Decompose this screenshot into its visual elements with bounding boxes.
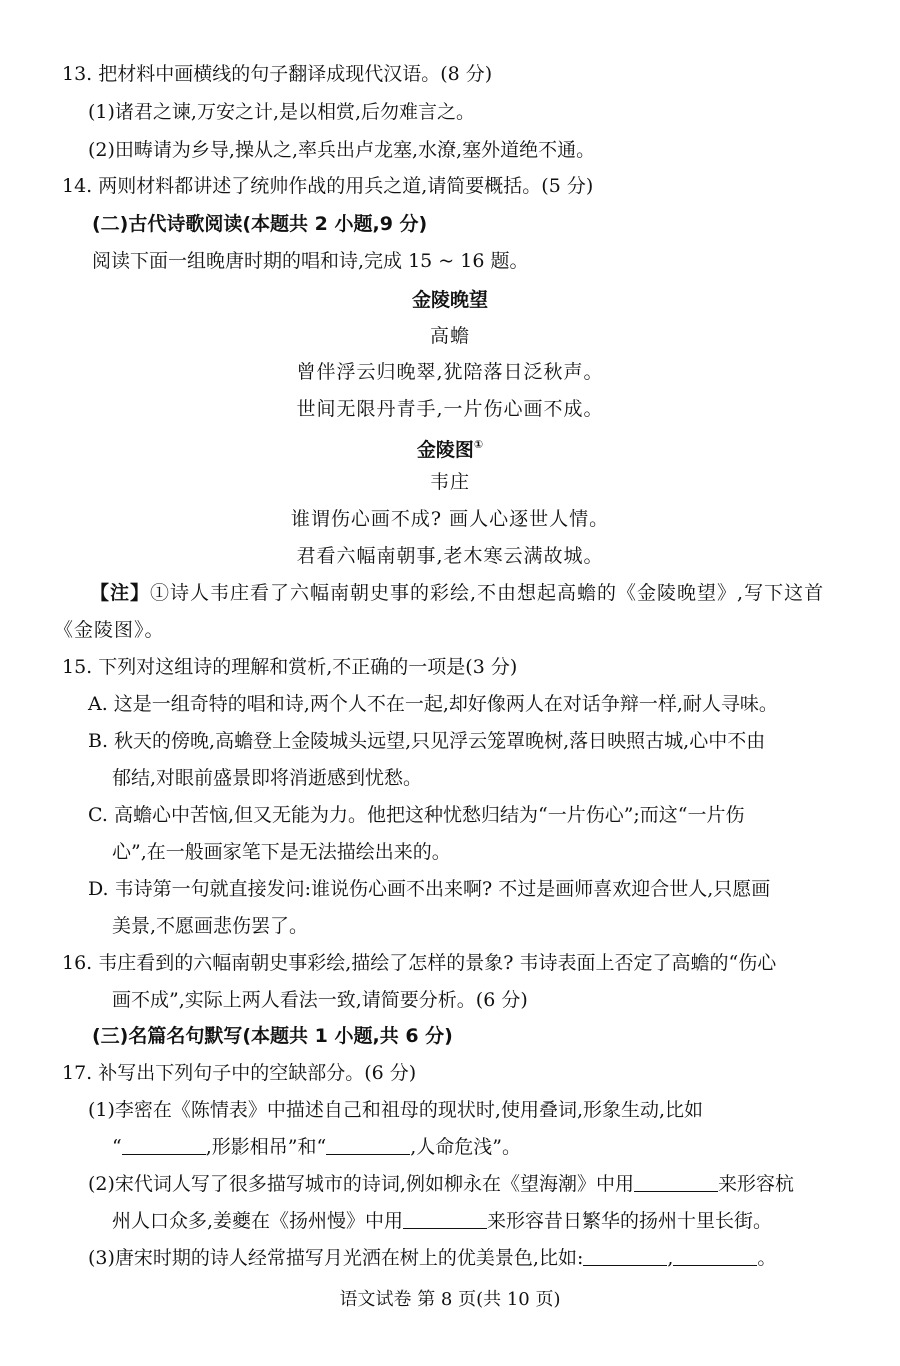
- quote-open: “: [112, 1136, 122, 1158]
- note-text-2: 《金陵图》。: [54, 619, 165, 641]
- poem-note: [90, 581, 824, 605]
- sub-2-text-d: 来形容昔日繁华的扬州十里长街。: [487, 1210, 773, 1232]
- poem-2-title-row: [0, 433, 900, 462]
- poem-2-line-1: 谁谓伤心画不成? 画人心逐世人情。: [290, 508, 610, 530]
- q13-sentence-2: (2)田畴请为乡导,操从之,率兵出卢龙塞,水潦,塞外道绝不通。: [88, 139, 596, 161]
- section-3-heading: (三)名篇名句默写(本题共 1 小题,共 6 分): [92, 1025, 453, 1047]
- sub-1-text-a: ,形影相吊”和“: [205, 1136, 327, 1158]
- answer-blank[interactable]: [403, 1210, 487, 1229]
- q15-option-b-line-2: 郁结,对眼前盛景即将消逝感到忧愁。: [112, 767, 423, 789]
- q15-option-c-line-1: C. 高蟾心中苦恼,但又无能为力。他把这种忧愁归结为“一片伤心”;而这“一片伤: [88, 804, 745, 826]
- answer-blank[interactable]: [673, 1247, 757, 1266]
- q17-sub-2-line-2: [112, 1209, 772, 1233]
- poem-2-note-mark: ①: [473, 438, 484, 451]
- answer-blank[interactable]: [634, 1173, 718, 1192]
- answer-blank[interactable]: [122, 1136, 206, 1155]
- sub-1-text-b: ,人命危浅”。: [410, 1136, 521, 1158]
- poem-1-title: 金陵晚望: [411, 289, 488, 311]
- q15-option-a: A. 这是一组奇特的唱和诗,两个人不在一起,却好像两人在对话争辩一样,耐人寻味。: [88, 693, 778, 715]
- q15-option-c-line-2: 心”,在一般画家笔下是无法描绘出来的。: [112, 841, 451, 863]
- sub-2-text-a: (2)宋代词人写了很多描写城市的诗词,例如柳永在《望海潮》中用: [88, 1173, 634, 1195]
- q13-stem: 13. 把材料中画横线的句子翻译成现代汉语。(8 分): [62, 63, 493, 85]
- poem-2-title: 金陵图: [416, 439, 474, 461]
- q17-sub-2-line-1: [88, 1172, 794, 1196]
- q16-line-1: 16. 韦庄看到的六幅南朝史事彩绘,描绘了怎样的景象? 韦诗表面上否定了高蟾的“伤心: [62, 952, 777, 974]
- q14-stem: 14. 两则材料都讲述了统帅作战的用兵之道,请简要概括。(5 分): [62, 175, 594, 197]
- page-footer: 语文试卷 第 8 页(共 10 页): [339, 1289, 561, 1310]
- section-2-intro: 阅读下面一组晚唐时期的唱和诗,完成 15 ~ 16 题。: [92, 250, 529, 272]
- q17-stem: 17. 补写出下列句子中的空缺部分。(6 分): [62, 1062, 417, 1084]
- poem-1-line-2: 世间无限丹青手,一片伤心画不成。: [296, 398, 604, 420]
- q15-option-b-line-1: B. 秋天的傍晚,高蟾登上金陵城头远望,只见浮云笼罩晚树,落日映照古城,心中不由: [88, 730, 766, 752]
- answer-blank[interactable]: [583, 1247, 667, 1266]
- sub-3-period: 。: [757, 1247, 777, 1269]
- sub-3-text-a: (3)唐宋时期的诗人经常描写月光洒在树上的优美景色,比如:: [88, 1247, 584, 1269]
- sub-2-text-b: 来形容杭: [717, 1173, 794, 1195]
- q15-stem: 15. 下列对这组诗的理解和赏析,不正确的一项是(3 分): [62, 656, 518, 678]
- q17-sub-1-line-2: [112, 1135, 521, 1159]
- q13-sentence-1: (1)诸君之谏,万安之计,是以相赏,后勿难言之。: [88, 101, 476, 123]
- q17-sub-1-line-1: (1)李密在《陈情表》中描述自己和祖母的现状时,使用叠词,形象生动,比如: [88, 1099, 704, 1121]
- poem-2-author: 韦庄: [429, 471, 470, 493]
- sub-2-text-c: 州人口众多,姜夔在《扬州慢》中用: [112, 1210, 404, 1232]
- answer-blank[interactable]: [326, 1136, 410, 1155]
- poem-1-line-1: 曾伴浮云归晚翠,犹陪落日泛秋声。: [296, 361, 604, 383]
- poem-1-author: 高蟾: [429, 325, 470, 347]
- section-2-heading: (二)古代诗歌阅读(本题共 2 小题,9 分): [92, 213, 428, 235]
- note-label: 【注】: [90, 582, 151, 604]
- sub-3-comma: ,: [667, 1247, 674, 1269]
- note-text-1: ①诗人韦庄看了六幅南朝史事的彩绘,不由想起高蟾的《金陵晚望》,写下这首: [150, 582, 825, 604]
- q17-sub-3-line-1: [88, 1246, 776, 1270]
- q16-line-2: 画不成”,实际上两人看法一致,请简要分析。(6 分): [112, 989, 528, 1011]
- q15-option-d-line-2: 美景,不愿画悲伤罢了。: [112, 915, 309, 937]
- q15-option-d-line-1: D. 韦诗第一句就直接发问:谁说伤心画不出来啊? 不过是画师喜欢迎合世人,只愿画: [88, 878, 771, 900]
- poem-2-line-2: 君看六幅南朝事,老木寒云满故城。: [296, 545, 604, 567]
